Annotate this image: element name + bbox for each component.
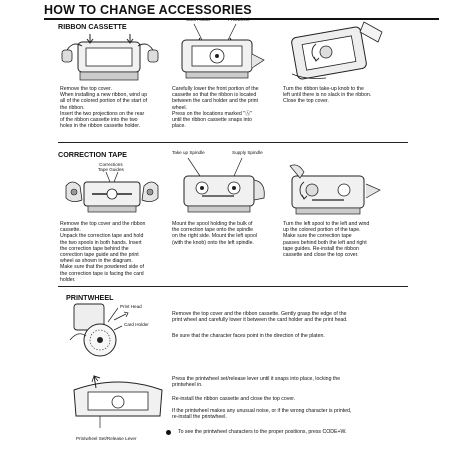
- correction-step3-text: Turn the left spool to the left and wind up the colored portion of the tape. Make sure the correction tape passes behind both the left and right tape guides. Re-install the ribbon cassette and close the top cover.: [283, 221, 370, 259]
- section-heading-printwheel: PRINTWHEEL: [66, 293, 114, 302]
- label-printwheel-set-release-lever: Printwheel Set/Release Lever: [76, 436, 137, 441]
- section-heading-ribbon-cassette: RIBBON CASSETTE: [58, 22, 127, 31]
- printwheel-bullet-text: To see the printwheel characters to the proper positions, press CODE+W.: [178, 429, 347, 435]
- ribbon-step3-illustration: [286, 22, 384, 82]
- correction-step3-illustration: [282, 160, 382, 218]
- printwheel-text-1: Remove the top cover and the ribbon cassette. Gently grasp the edge of the print wheel and carefully lower it between the card holder and the print head.: [172, 311, 348, 324]
- label-card-holder: Card Holder: [124, 322, 149, 327]
- ribbon-step1-illustration: [60, 32, 160, 84]
- correction-step2-illustration: [170, 158, 270, 216]
- printwheel-insert-illustration: [70, 300, 160, 362]
- printwheel-text-4: Re-install the ribbon cassette and close the top cover.: [172, 396, 296, 402]
- label-card-holder: Card Holder: [186, 17, 211, 22]
- ribbon-step2-text: Carefully lower the front portion of the cassette so that the ribbon is located between the card holder and the print wheel. Press on the locations marked "Ⓐ" until the ribbon cassette snaps into place.: [172, 86, 259, 130]
- ribbon-step1-text: Remove the top cover. When installing a new ribbon, wind up all of the colored portion of the start of the ribbon. Insert the two projections on the rear of the ribbon cassette into the two holes in the ribbon cassette holder.: [60, 86, 148, 130]
- label-supply-spindle: Supply Spindle: [232, 150, 263, 155]
- label-printwheel: Printwheel: [228, 17, 250, 22]
- section-heading-correction-tape: CORRECTION TAPE: [58, 150, 127, 159]
- printwheel-text-5: If the printwheel makes any unusual noise, or if the wrong character is printed, re-install the printwheel.: [172, 408, 352, 421]
- label-take-up-spindle: Take up Spindle: [172, 150, 205, 155]
- label-correction-tape-guides: Corrections Tape Guides: [98, 162, 124, 172]
- printwheel-text-2: Be sure that the character faces point in the direction of the platen.: [172, 333, 325, 339]
- page-title: HOW TO CHANGE ACCESSORIES: [44, 3, 252, 17]
- bullet-icon: [166, 430, 171, 435]
- section-divider: [58, 142, 408, 143]
- section-divider: [58, 286, 408, 287]
- ribbon-step2-illustration: [172, 24, 268, 82]
- ribbon-step3-text: Turn the ribbon take-up knob to the left until there is no slack in the ribbon. Close the top cover.: [283, 86, 372, 105]
- printwheel-lever-illustration: [70, 372, 166, 434]
- correction-step1-text: Remove the top cover and the ribbon cassette. Unpack the correction tape and hold the two spools in both hands. Insert the correction tape behind the correction tape guide and the print wheel as shown in the diagram. Make sure that the powdered side of the correction tape is facing the card holder.: [60, 221, 146, 283]
- label-print-head: Print Head: [120, 304, 142, 309]
- correction-step1-illustration: [62, 166, 162, 216]
- correction-step2-text: Mount the spool holding the bulk of the correction tape onto the spindle on the right side. Mount the left spool (with the knob) onto the left spindle.: [172, 221, 258, 246]
- printwheel-text-3: Press the printwheel set/release lever until it snaps into place, locking the printwheel in.: [172, 376, 341, 389]
